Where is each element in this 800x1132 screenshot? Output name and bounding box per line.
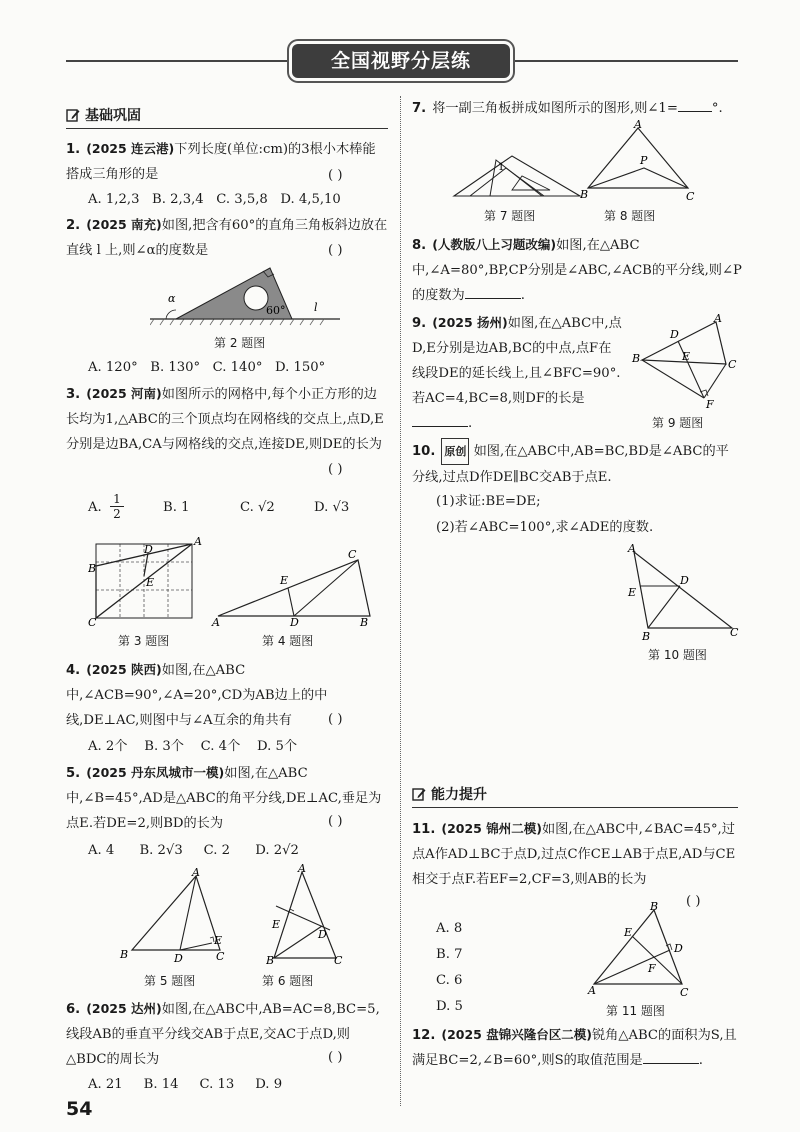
options-5: A. 4 B. 2√3 C. 2 D. 2√2	[88, 843, 299, 858]
svg-text:D: D	[290, 616, 299, 628]
question-12: 12. (2025 盘锦兴隆台区二模)锐角△ABC的面积为S,且满足BC=2,∠B=60°,则S的取值范围是 .	[412, 1027, 737, 1068]
question-9: 9. (2025 扬州)如图,在△ABC中,点D,E分别是边AB,BC的中点,点F在线段DE的延长线上,且∠BFC=90°.若AC=4,BC=8,则DF的长是.	[412, 315, 622, 431]
angle-1-label: 1	[498, 162, 505, 173]
svg-text:D: D	[674, 942, 683, 955]
caption-q5: 第 5 题图	[144, 974, 196, 988]
svg-text:E: E	[280, 574, 289, 587]
answer-paren-5[interactable]: ( )	[328, 814, 343, 829]
options-6: A. 21 B. 14 C. 13 D. 9	[88, 1077, 283, 1092]
angle-60-label: 60°	[266, 304, 286, 317]
question-10-part-2: (2)若∠ABC=100°,求∠ADE的度数.	[436, 520, 654, 535]
figure-q8	[580, 118, 700, 204]
svg-text:E: E	[214, 934, 223, 947]
options-4: A. 2个 B. 3个 C. 4个 D. 5个	[88, 739, 298, 754]
answer-paren-3[interactable]: ( )	[328, 462, 343, 477]
pencil-icon	[412, 787, 426, 801]
svg-text:C: C	[348, 548, 357, 561]
svg-text:A: A	[194, 536, 202, 548]
svg-text:B: B	[580, 188, 589, 201]
question-1: 1. (2025 连云港)下列长度(单位:cm)的3根小木棒能搭成三角形的是	[66, 141, 376, 182]
figure-q11	[586, 900, 696, 1000]
svg-text:C: C	[728, 358, 737, 371]
svg-text:F: F	[648, 962, 656, 975]
svg-text:D: D	[680, 574, 689, 587]
figure-q2	[150, 265, 340, 330]
svg-text:B: B	[632, 352, 641, 365]
answer-paren-1[interactable]: ( )	[328, 168, 343, 183]
option-11-b: B. 7	[436, 947, 463, 962]
question-11: 11. (2025 锦州二模)如图,在△ABC中,∠BAC=45°,过点A作AD⊥BC于点D,过点C作CE⊥AB于点E,AD与CE相交于点F.若EF=2,CF=3,则AB的长为	[412, 821, 736, 887]
svg-text:C: C	[88, 616, 97, 628]
option-11-c: C. 6	[436, 973, 463, 988]
svg-text:A: A	[634, 118, 642, 131]
question-6: 6. (2025 达州)如图,在△ABC中,AB=AC=8,BC=5,线段AB的垂直平分线交AB于点E,交AC于点D,则△BDC的周长为	[66, 1001, 380, 1067]
svg-text:C: C	[334, 954, 343, 964]
question-10: 10. 原创 如图,在△ABC中,AB=BC,BD是∠ABC的平分线,过点D作DE∥BC交AB于点E.	[412, 438, 742, 490]
question-2: 2. (2025 南充)如图,把含有60°的直角三角板斜边放在直线 l 上,则∠α的度数是	[66, 217, 388, 258]
caption-q7: 第 7 题图	[484, 209, 536, 223]
answer-paren-11[interactable]: ( )	[686, 894, 701, 909]
caption-q11: 第 11 题图	[606, 1004, 665, 1018]
question-3: 3. (2025 河南)如图所示的网格中,每个小正方形的边长均为1,△ABC的三个顶点均在网格线的交点上,点D,E分别是边BA,CA与网格线的交点,连接DE,则DE的长为	[66, 386, 384, 452]
answer-blank-7[interactable]	[678, 111, 712, 112]
svg-text:E: E	[628, 586, 637, 599]
column-divider	[400, 96, 401, 1106]
options-3: A. 1 2 B. 1 C. √2 D. √3	[88, 492, 350, 521]
question-4: 4. (2025 陕西)如图,在△ABC中,∠ACB=90°,∠A=20°,CD为AB边上的中线,DE⊥AC,则图中与∠A互余的角共有	[66, 662, 328, 728]
alpha-label: α	[168, 292, 176, 305]
caption-q3: 第 3 题图	[118, 634, 170, 648]
figure-q6	[266, 864, 346, 964]
svg-text:C: C	[216, 950, 225, 963]
figure-q3	[88, 536, 208, 628]
svg-text:B: B	[266, 954, 275, 964]
svg-text:A: A	[298, 864, 306, 875]
original-tag: 原创	[441, 438, 469, 465]
figure-q4	[210, 546, 375, 628]
pencil-icon	[66, 108, 80, 122]
svg-text:C: C	[730, 626, 739, 639]
caption-q10: 第 10 题图	[648, 648, 707, 662]
option-11-d: D. 5	[436, 999, 463, 1014]
svg-text:B: B	[642, 630, 651, 642]
header-rule-right	[510, 60, 738, 62]
caption-q4: 第 4 题图	[262, 634, 314, 648]
answer-blank-9[interactable]	[412, 426, 468, 427]
section-basic-heading: 基础巩固	[66, 105, 388, 129]
svg-text:E: E	[146, 576, 155, 589]
svg-text:D: D	[670, 328, 679, 341]
svg-text:D: D	[174, 952, 183, 964]
svg-text:E: E	[272, 918, 281, 931]
page-banner-title: 全国视野分层练	[292, 44, 510, 78]
figure-q9	[630, 310, 740, 414]
svg-text:A: A	[588, 984, 596, 997]
line-l-label: l	[314, 301, 318, 314]
caption-q6: 第 6 题图	[262, 974, 314, 988]
svg-text:E: E	[682, 350, 691, 363]
svg-text:B: B	[88, 562, 97, 575]
options-1: A. 1,2,3 B. 2,3,4 C. 3,5,8 D. 4,5,10	[88, 192, 341, 207]
svg-text:B: B	[120, 948, 129, 961]
svg-text:D: D	[144, 543, 153, 556]
question-8: 8. (人教版八上习题改编)如图,在△ABC中,∠A=80°,BP,CP分别是∠ABC,∠ACB的平分线,则∠P的度数为 .	[412, 237, 742, 303]
answer-blank-8[interactable]	[465, 298, 521, 299]
figure-q10	[622, 542, 742, 642]
header-rule-left	[66, 60, 292, 62]
figure-q7	[450, 148, 585, 202]
svg-text:E: E	[624, 926, 633, 939]
options-2: A. 120° B. 130° C. 140° D. 150°	[88, 360, 326, 375]
question-5: 5. (2025 丹东凤城市一模)如图,在△ABC中,∠B=45°,AD是△ABC的角平分线,DE⊥AC,垂足为点E.若DE=2,则BD的长为	[66, 765, 382, 831]
page-number: 54	[66, 1098, 93, 1120]
svg-text:B: B	[360, 616, 369, 628]
section-advanced-heading: 能力提升	[412, 784, 738, 808]
svg-text:C: C	[686, 190, 695, 203]
fraction-half: 1 2	[110, 492, 124, 521]
answer-paren-6[interactable]: ( )	[328, 1050, 343, 1065]
question-10-part-1: (1)求证:BE=DE;	[436, 494, 541, 509]
answer-paren-2[interactable]: ( )	[328, 243, 343, 258]
option-11-a: A. 8	[436, 921, 463, 936]
answer-blank-12[interactable]	[643, 1063, 699, 1064]
svg-text:D: D	[318, 928, 327, 941]
svg-text:A: A	[628, 542, 636, 555]
caption-q8: 第 8 题图	[604, 209, 656, 223]
svg-text:A: A	[714, 312, 722, 325]
figure-q5	[112, 866, 232, 964]
svg-text:A: A	[212, 616, 220, 628]
caption-q9: 第 9 题图	[652, 416, 704, 430]
svg-text:A: A	[192, 866, 200, 879]
question-7: 7. 将一副三角板拼成如图所示的图形,则∠1= °.	[412, 101, 723, 116]
svg-text:C: C	[680, 986, 689, 999]
svg-text:P: P	[640, 154, 648, 167]
answer-paren-4[interactable]: ( )	[328, 712, 343, 727]
svg-text:B: B	[650, 900, 659, 913]
caption-q2: 第 2 题图	[214, 336, 266, 350]
svg-text:F: F	[706, 398, 714, 411]
